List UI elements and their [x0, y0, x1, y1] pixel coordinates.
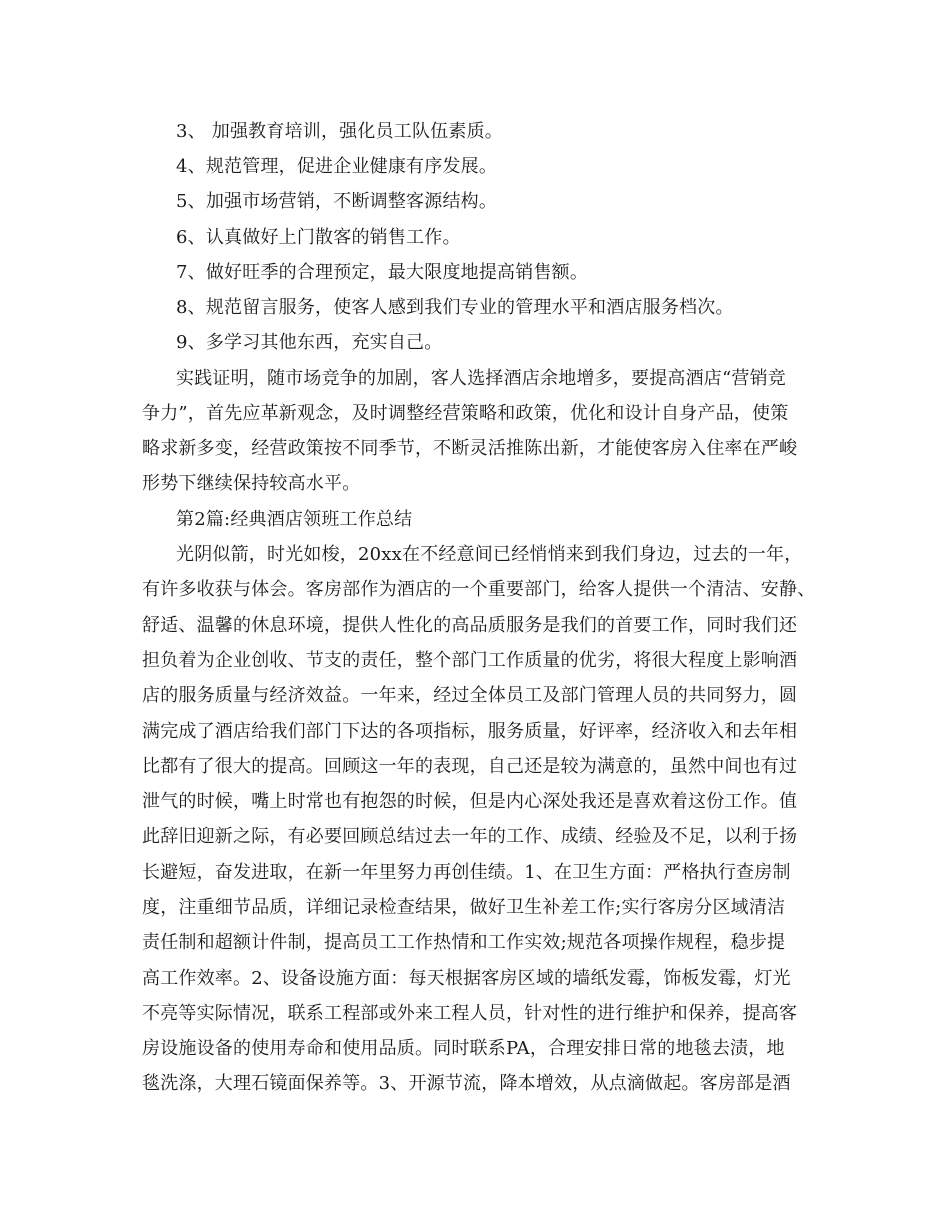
paragraph-line: 长避短，奋发进取，在新一年里努力再创佳绩。1、在卫生方面：严格执行查房制 [142, 862, 791, 883]
paragraph-line: 度，注重细节品质，详细记录检查结果，做好卫生补差工作;实行客房分区域清洁 [142, 897, 786, 918]
paragraph-line: 光阴似箭，时光如梭，20xx在不经意间已经悄悄来到我们身边，过去的一年， [176, 544, 803, 565]
paragraph-line: 舒适、温馨的休息环境，提供人性化的高品质服务是我们的首要工作，同时我们还 [142, 615, 798, 636]
paragraph-line: 毯洗涤，大理石镜面保养等。3、开源节流，降本增效，从点滴做起。客房部是酒 [142, 1073, 791, 1094]
list-item: 7、做好旺季的合理预定，最大限度地提高销售额。 [176, 262, 589, 283]
list-item: 4、规范管理，促进企业健康有序发展。 [176, 156, 498, 177]
paragraph-line: 比都有了很大的提高。回顾这一年的表现，自己还是较为满意的，虽然中间也有过 [142, 756, 798, 777]
list-item: 5、加强市场营销，不断调整客源结构。 [176, 191, 498, 212]
paragraph-line: 略求新多变，经营政策按不同季节，不断灵活推陈出新，才能使客房入住率在严峻 [142, 438, 798, 459]
paragraph-line: 争力”，首先应革新观念，及时调整经营策略和政策，优化和设计自身产品，使策 [142, 403, 789, 424]
paragraph-line: 泄气的时候，嘴上时常也有抱怨的时候，但是内心深处我还是喜欢着这份工作。值 [142, 791, 798, 812]
section-title: 第2篇:经典酒店领班工作总结 [176, 509, 413, 530]
list-item: 9、多学习其他东西，充实自己。 [176, 332, 443, 353]
list-item: 3、 加强教育培训，强化员工队伍素质。 [176, 121, 503, 142]
paragraph-line: 房设施设备的使用寿命和使用品质。同时联系PA，合理安排日常的地毯去渍，地 [142, 1038, 785, 1059]
list-item: 6、认真做好上门散客的销售工作。 [176, 227, 461, 248]
paragraph-line: 店的服务质量与经济效益。一年来，经过全体员工及部门管理人员的共同努力，圆 [142, 685, 798, 706]
paragraph-line: 高工作效率。2、设备设施方面：每天根据客房区域的墙纸发霉，饰板发霉，灯光 [142, 968, 791, 989]
paragraph-line: 此辞旧迎新之际，有必要回顾总结过去一年的工作、成绩、经验及不足，以利于扬 [142, 826, 798, 847]
paragraph-line: 担负着为企业创收、节支的责任，整个部门工作质量的优劣，将很大程度上影响酒 [142, 650, 798, 671]
paragraph-line: 不亮等实际情况，联系工程部或外来工程人员，针对性的进行维护和保养，提高客 [142, 1003, 798, 1024]
paragraph-line: 责任制和超额计件制，提高员工工作热情和工作实效;规范各项操作规程，稳步提 [142, 932, 786, 953]
paragraph-line: 满完成了酒店给我们部门下达的各项指标，服务质量，好评率，经济收入和去年相 [142, 721, 798, 742]
paragraph-line: 有许多收获与体会。客房部作为酒店的一个重要部门，给客人提供一个清洁、安静、 [142, 579, 816, 600]
paragraph-line: 实践证明，随市场竞争的加剧，客人选择酒店余地增多，要提高酒店“营销竞 [176, 368, 786, 389]
list-item: 8、规范留言服务，使客人感到我们专业的管理水平和酒店服务档次。 [176, 297, 734, 318]
paragraph-line: 形势下继续保持较高水平。 [142, 473, 361, 494]
